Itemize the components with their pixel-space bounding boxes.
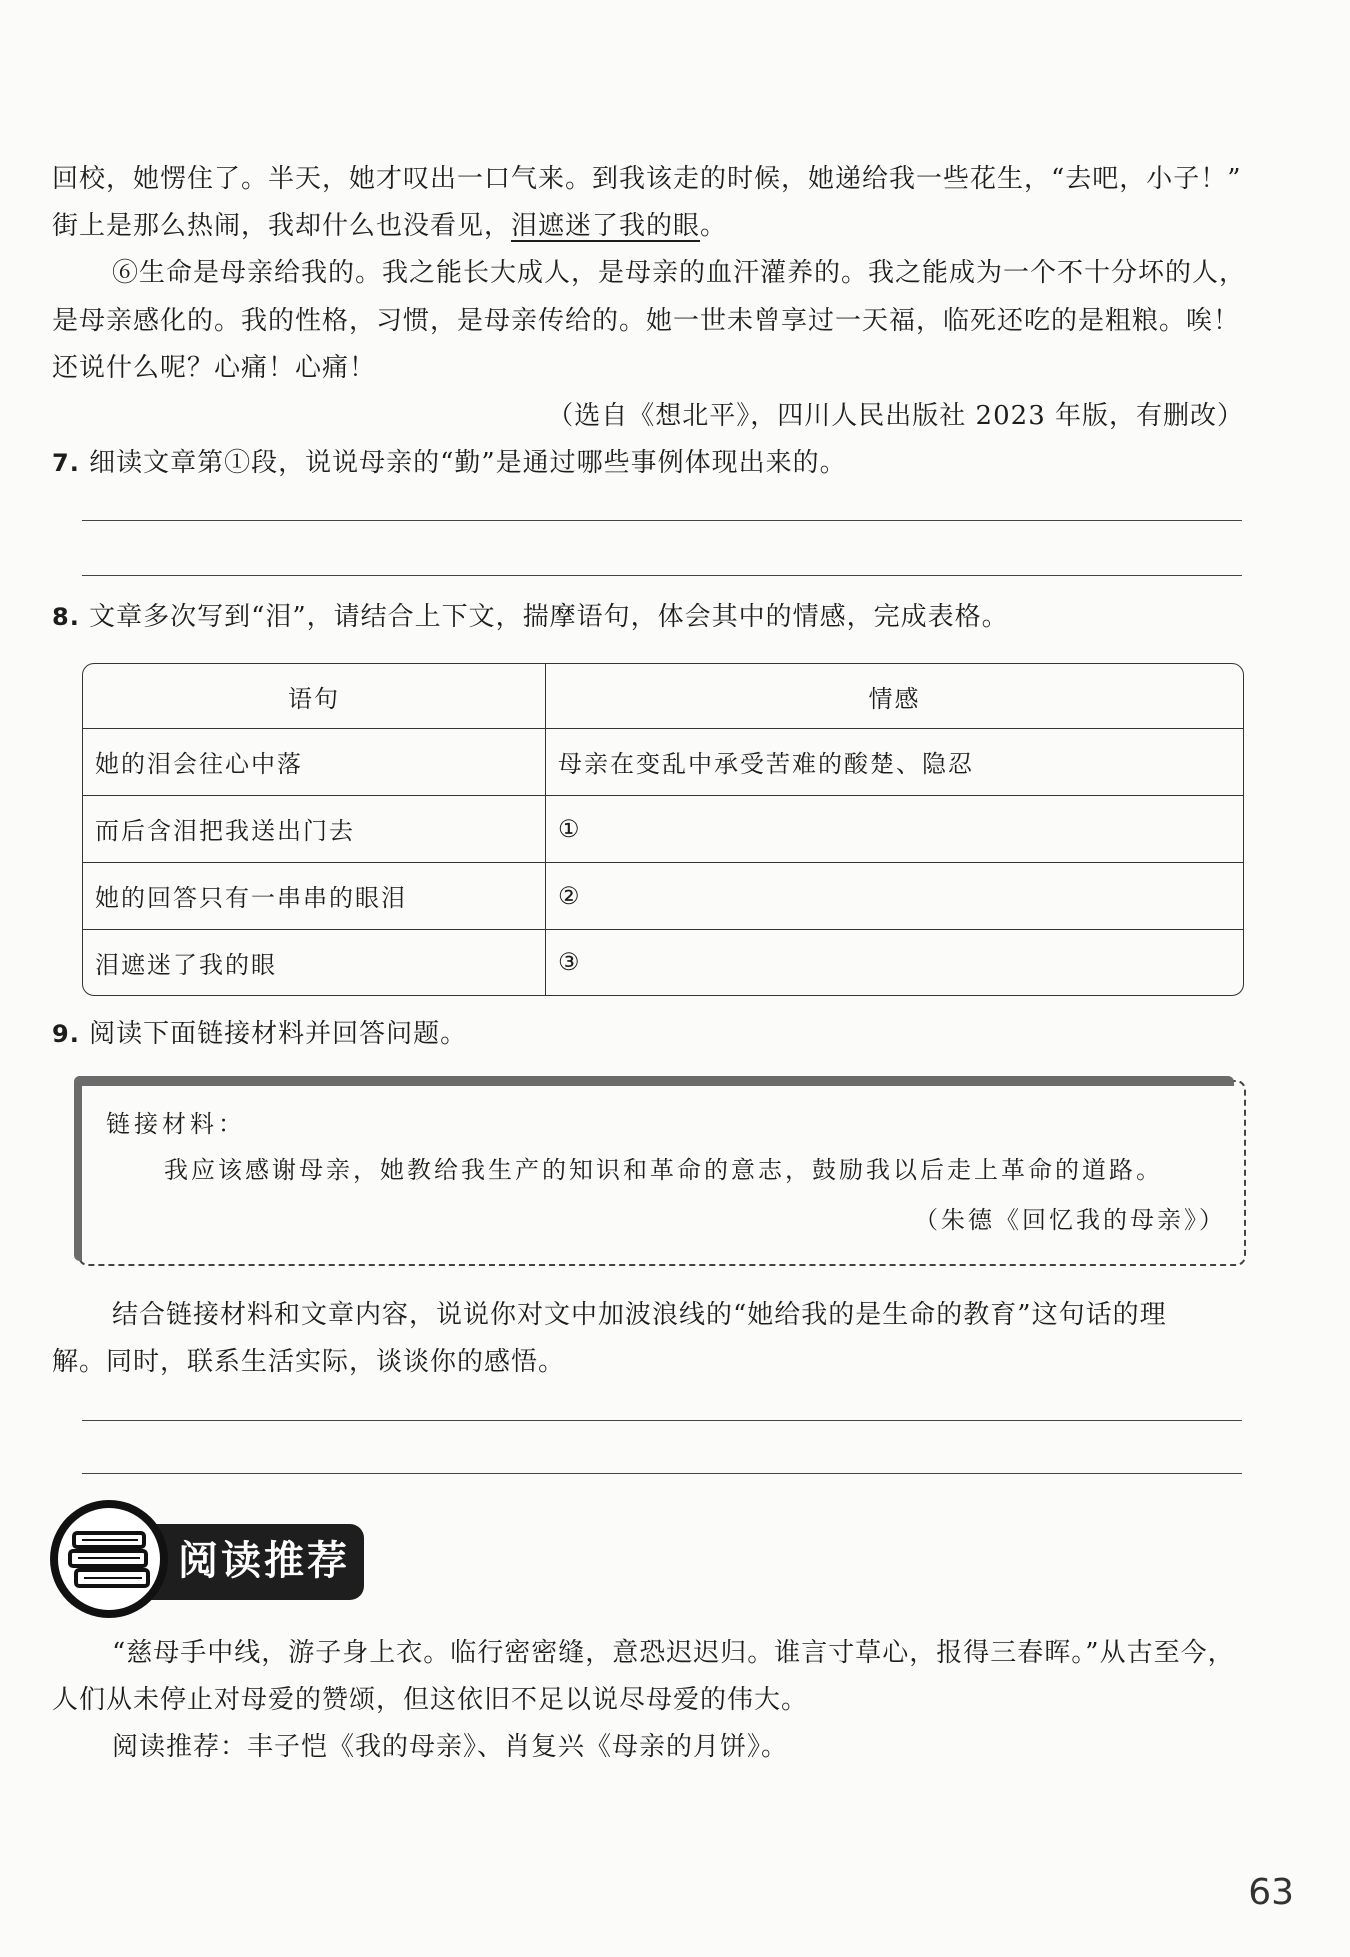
question-8-number: 8. — [52, 603, 80, 631]
recommend-line-2: 人们从未停止对母爱的赞颂，但这依旧不足以说尽母爱的伟大。 — [52, 1685, 809, 1715]
passage-source: （选自《想北平》，四川人民出版社 2023 年版，有删改） — [547, 401, 1244, 431]
question-9-number: 9. — [52, 1020, 80, 1048]
books-icon — [68, 1527, 154, 1593]
question-8 — [52, 594, 1242, 641]
passage-line-2 — [52, 203, 1242, 250]
emotion-answer-cell-1[interactable]: ① — [546, 796, 1243, 863]
answer-line-q9-1[interactable] — [82, 1420, 1242, 1421]
page-number: 63 — [1248, 1872, 1294, 1913]
table-row — [83, 796, 1243, 863]
emotion-answer-cell-2[interactable]: ② — [546, 863, 1243, 930]
paragraph-6-line-2: 是母亲感化的。我的性格，习惯，是母亲传给的。她一世未曾享过一天福，临死还吃的是粗粮。唉！ — [52, 306, 1241, 336]
reading-recommendation-title: 阅读推荐 — [178, 1538, 350, 1584]
table-row — [83, 863, 1243, 930]
table-row — [83, 729, 1243, 796]
question-8-text: 文章多次写到“泪”，请结合上下文，揣摩语句，体会其中的情感，完成表格。 — [89, 602, 1009, 632]
table-header-row — [83, 664, 1243, 729]
paragraph-6-line-1: ⑥生命是母亲给我的。我之能长大成人，是母亲的血汗灌养的。我之能成为一个不十分坏的人， — [112, 258, 1247, 288]
sentence-cell: 而后含泪把我送出门去 — [83, 796, 546, 863]
header-sentence: 语句 — [83, 664, 546, 729]
emotion-table — [82, 663, 1244, 996]
recommend-line-1: “慈母手中线，游子身上衣。临行密密缝，意恐迟迟归。谁言寸草心，报得三春晖。”从古至今， — [112, 1638, 1235, 1668]
link-box-left-bar — [74, 1076, 82, 1261]
paragraph-6-line-3: 还说什么呢？心痛！心痛！ — [52, 353, 377, 383]
link-material-citation: （朱德《回忆我的母亲》） — [914, 1206, 1226, 1234]
link-box-top-bar — [74, 1076, 1234, 1086]
passage-line-2-suffix: 。 — [700, 211, 728, 241]
header-emotion: 情感 — [546, 664, 1243, 729]
question-7-text: 细读文章第①段，说说母亲的“勤”是通过哪些事例体现出来的。 — [89, 448, 847, 478]
link-material-body: 我应该感谢母亲，她教给我生产的知识和革命的意志，鼓励我以后走上革命的道路。 — [164, 1156, 1163, 1184]
underlined-phrase: 泪遮迷了我的眼 — [511, 211, 701, 241]
question-9 — [52, 1011, 1242, 1058]
sentence-cell: 泪遮迷了我的眼 — [83, 930, 546, 995]
answer-line-q9-2[interactable] — [82, 1473, 1242, 1474]
question-7-number: 7. — [52, 449, 80, 477]
sentence-cell: 她的泪会往心中落 — [83, 729, 546, 796]
answer-line-q7-1[interactable] — [82, 520, 1242, 521]
question-7 — [52, 440, 1242, 487]
table-row — [83, 930, 1243, 995]
recommend-line-3: 阅读推荐：丰子恺《我的母亲》、肖复兴《母亲的月饼》。 — [112, 1732, 789, 1762]
passage-line-1: 回校，她愣住了。半天，她才叹出一口气来。到我该走的时候，她递给我一些花生，“去吧，小子！” — [52, 164, 1242, 194]
question-9-prompt-line-2: 解。同时，联系生活实际，谈谈你的感悟。 — [52, 1347, 566, 1377]
link-material-label: 链接材料： — [106, 1110, 246, 1138]
answer-line-q7-2[interactable] — [82, 575, 1242, 576]
passage-line-2-prefix: 街上是那么热闹，我却什么也没看见， — [52, 211, 512, 241]
sentence-cell: 她的回答只有一串串的眼泪 — [83, 863, 546, 930]
emotion-cell: 母亲在变乱中承受苦难的酸楚、隐忍 — [546, 729, 1243, 796]
question-9-prompt-line-1: 结合链接材料和文章内容，说说你对文中加波浪线的“她给我的是生命的教育”这句话的理 — [112, 1300, 1167, 1330]
link-material-box — [78, 1080, 1246, 1266]
question-9-text: 阅读下面链接材料并回答问题。 — [89, 1019, 468, 1049]
emotion-answer-cell-3[interactable]: ③ — [558, 948, 582, 977]
